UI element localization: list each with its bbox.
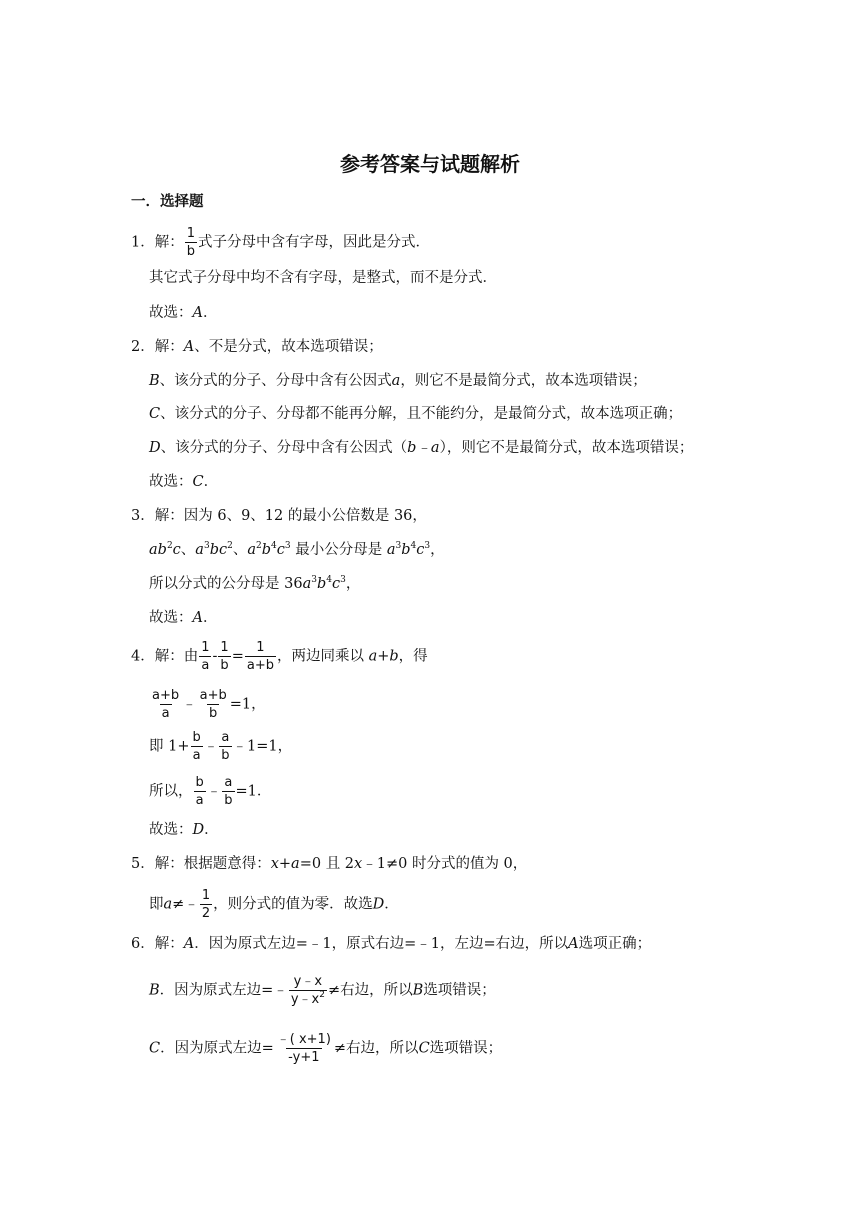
q5-frac-half: $\frac{1}{2}$: [201, 888, 211, 921]
q4-line2: $\frac{a+b}{a}$ ﹣ $\frac{a+b}{b}$ =1，: [152, 688, 266, 721]
q2-line4: D、该分式的分子、分母中含有公因式（b﹣a），则它不是最简分式，故本选项错误；: [149, 440, 694, 456]
q3-line1: 3．解：因为 6、9、12 的最小公倍数是 36，: [131, 508, 427, 524]
q3-line2: $ab^2c$、$a^3bc^2$、$a^2b^4c^3$ 最小公分母是 $a^3b^4c^3$，: [149, 541, 445, 558]
q4-frac-ab-over-b: $\frac{a+b}{b}$: [199, 688, 227, 721]
q1-text: 式子分母中含有字母，因此是分式．: [198, 234, 431, 251]
q1-number: 1．解：: [131, 234, 184, 251]
q4-frac-1-over-a: $\frac{1}{a}$: [201, 640, 210, 673]
q5-line2: 即a≠﹣ $\frac{1}{2}$ ，则分式的值为零．故选D．: [149, 888, 399, 921]
q4-line3: 即 1+ $\frac{b}{a}$ ﹣ $\frac{a}{b}$ ﹣1=1，: [149, 730, 293, 763]
q4-frac-b-over-a: $\frac{b}{a}$: [192, 730, 201, 763]
q4-frac-ab-over-a: $\frac{a+b}{a}$: [152, 688, 180, 721]
section-heading: 一．选择题: [131, 194, 204, 210]
q4-frac-1-over-ab: $\frac{1}{a+b}$: [246, 640, 274, 673]
q6-line2: B．因为原式左边=﹣ $\frac{y﹣x}{y﹣x^2}$ ≠右边，所以B选项错误；: [149, 974, 496, 1007]
q2-answer: 故选：C．: [149, 474, 219, 490]
q2-line1: 2．解：A、不是分式，故本选项错误；: [131, 339, 383, 355]
q3-line3: 所以分式的公分母是 $36a^3b^4c^3$，: [149, 575, 361, 592]
q4-line4: 所以， $\frac{b}{a}$ ﹣ $\frac{a}{b}$ =1．: [149, 775, 272, 808]
q6-line3: C．因为原式左边= $\frac{﹣( x+1)}{-y+1}$ ≠右边，所以C选项错误；: [149, 1032, 503, 1065]
q4-frac-1-over-b: $\frac{1}{b}$: [220, 640, 229, 673]
q2-line3: C、该分式的分子、分母都不能再分解，且不能约分，是最简分式，故本选项正确；: [149, 406, 683, 422]
q4-line1: 4．解：由 $\frac{1}{a}$ - $\frac{1}{b}$ = $\frac{1}{a+b}$ ，两边同乘以 a+b，得: [131, 640, 428, 673]
q4-frac-a-over-b-2: $\frac{a}{b}$: [224, 775, 233, 808]
q6-frac-c: $\frac{﹣( x+1)}{-y+1}$: [276, 1032, 331, 1065]
q3-answer: 故选：A．: [149, 610, 218, 626]
q1-line2: 其它式子分母中均不含有字母，是整式，而不是分式．: [149, 270, 497, 286]
q6-frac-b: $\frac{y﹣x}{y﹣x^2}$: [290, 974, 325, 1007]
q2-line2: B、该分式的分子、分母中含有公因式a，则它不是最简分式，故本选项错误；: [149, 373, 647, 389]
q6-line1: 6．解：A．因为原式左边=﹣1，原式右边=﹣1，左边=右边，所以A选项正确；: [131, 936, 652, 952]
q1-line1: [131, 226, 430, 259]
q5-line1: 5．解：根据题意得：x+a=0 且 2x﹣1≠0 时分式的值为 0，: [131, 856, 528, 872]
q1-answer: 故选：A．: [149, 305, 218, 321]
q4-frac-b-over-a-2: $\frac{b}{a}$: [195, 775, 204, 808]
q1-fraction: $\frac{1}{b}$: [186, 226, 196, 259]
page-title: 参考答案与试题解析: [340, 152, 520, 176]
q4-answer: 故选：D．: [149, 822, 219, 838]
q4-frac-a-over-b: $\frac{a}{b}$: [221, 730, 230, 763]
